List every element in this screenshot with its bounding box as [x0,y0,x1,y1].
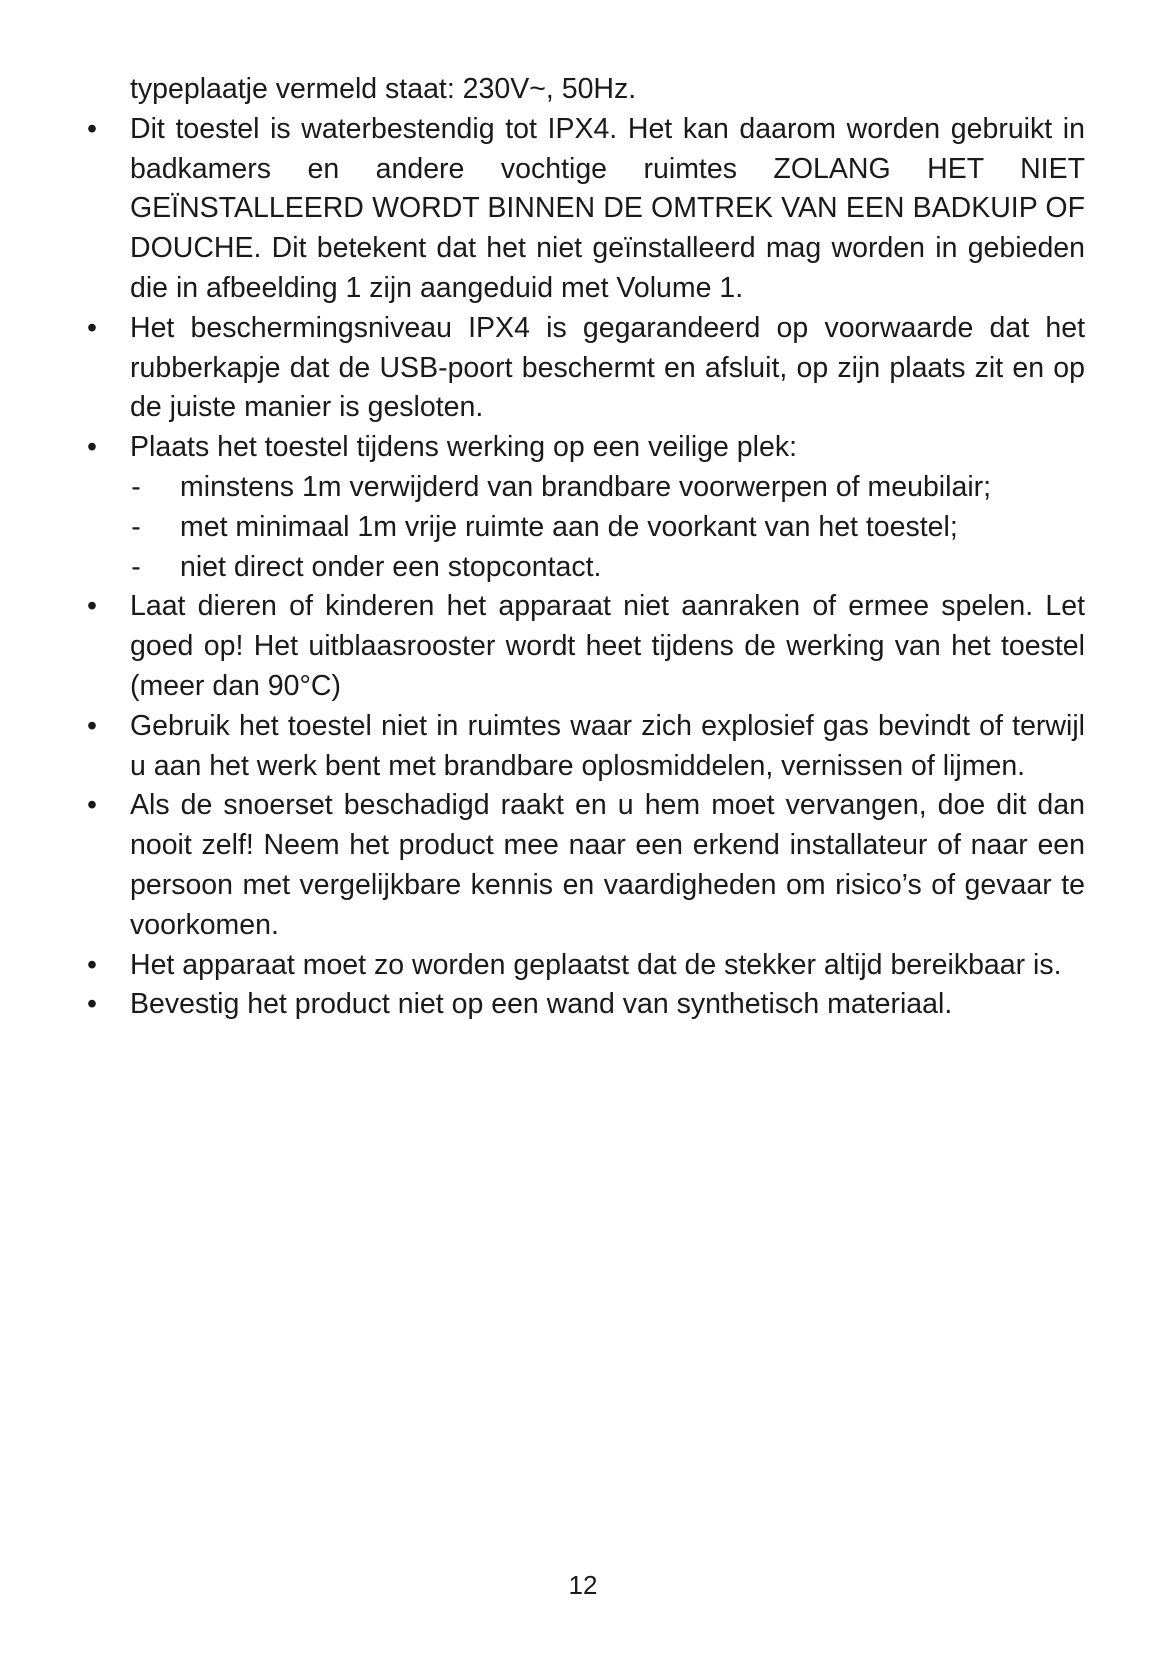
bullet-text: Laat dieren of kinderen het apparaat niet aanraken of ermee spelen. Let goed op! Het uitblaasrooster wordt heet tijdens de werking van het toestel (meer dan 90°C) [130,590,1085,702]
dash-icon: - [131,510,141,543]
bullet-item [87,110,1085,309]
bullet-text: Het beschermingsniveau IPX4 is gegarandeerd op voorwaarde dat het rubberkapje dat de USB-poort beschermt en afsluit, op zijn plaats zit en op de juiste manier is gesloten. [130,311,1085,424]
bullet-dot-icon: • [87,789,97,822]
manual-page-body [87,70,1085,1025]
safety-bullet-list [87,110,1085,1025]
bullet-dot-icon: • [87,112,97,145]
bullet-text: Gebruik het toestel niet in ruimtes waar zich explosief gas bevindt of terwijl u aan het werk bent met brandbare oplosmiddelen, vernissen of lijmen. [130,709,1085,782]
bullet-item [87,309,1085,428]
bullet-text: Het apparaat moet zo worden geplaatst dat de stekker altijd bereikbaar is. [130,948,1062,981]
bullet-item [87,428,1085,587]
bullet-item [87,786,1085,945]
sublist-text: niet direct onder een stopcontact. [180,550,602,583]
sublist-item [131,468,1085,508]
continuation-line: typeplaatje vermeld staat: 230V~, 50Hz. [130,73,637,105]
bullet-dot-icon: • [87,709,97,742]
bullet-item [87,985,1085,1025]
dash-icon: - [131,550,141,583]
page-number: 12 [568,1570,598,1600]
bullet-text: Bevestig het product niet op een wand van synthetisch materiaal. [130,988,953,1021]
placement-sublist [130,468,1085,587]
bullet-text: Als de snoerset beschadigd raakt en u hem moet vervangen, doe dit dan nooit zelf! Neem het product mee naar een erkend installateur of naar een persoon met vergelijkbare kennis en vaardigheden om risico’s of gevaar te voorkomen. [130,789,1085,941]
bullet-text: Plaats het toestel tijdens werking op een veilige plek: [130,431,797,464]
bullet-dot-icon: • [87,590,97,623]
bullet-text: Dit toestel is waterbestendig tot IPX4. Het kan daarom worden gebruikt in badkamers en andere vochtige ruimtes ZOLANG HET NIET GEÏNSTALLEERD WORDT BINNEN DE OMTREK VAN EEN BADKUIP OF DOUCHE. Dit betekent dat het niet geïnstalleerd mag worden in gebieden die in afbeelding 1 zijn aangeduid met Volume 1. [130,112,1085,304]
bullet-dot-icon: • [87,311,97,344]
bullet-dot-icon: • [87,988,97,1021]
bullet-item [87,587,1085,706]
bullet-item [87,946,1085,986]
bullet-dot-icon: • [87,431,97,464]
sublist-text: minstens 1m verwijderd van brandbare voorwerpen of meubilair; [180,470,992,503]
sublist-item [131,508,1085,548]
sublist-item [131,548,1085,588]
bullet-dot-icon: • [87,948,97,981]
bullet-item [87,707,1085,787]
sublist-text: met minimaal 1m vrije ruimte aan de voorkant van het toestel; [180,510,958,543]
dash-icon: - [131,470,141,503]
